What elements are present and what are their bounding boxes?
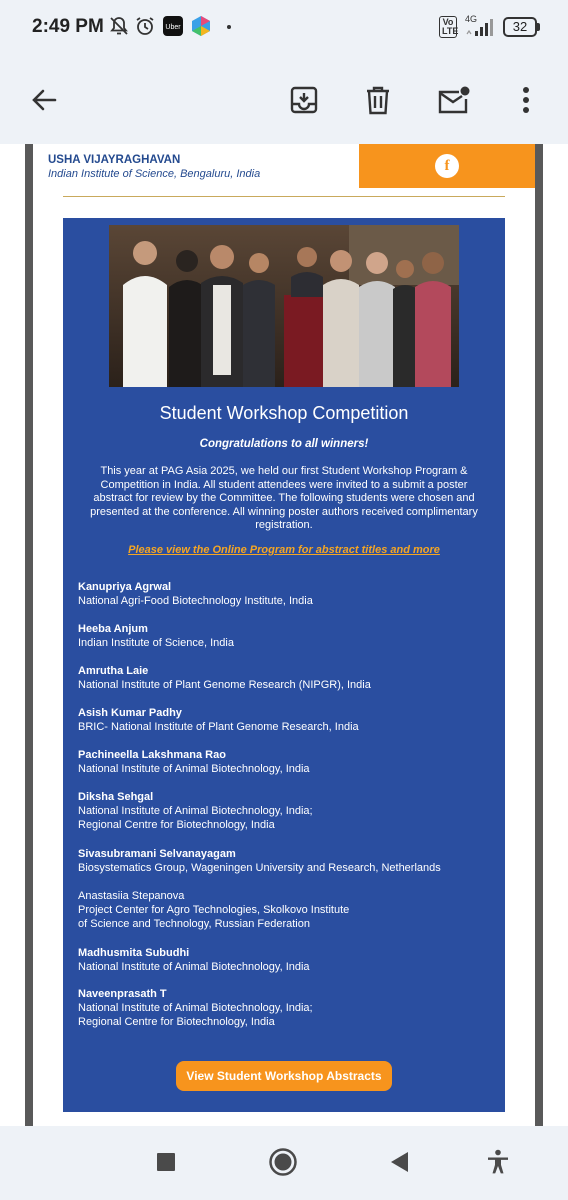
winner-item bbox=[78, 664, 371, 692]
archive-icon bbox=[288, 84, 320, 116]
status-bar bbox=[0, 0, 568, 56]
divider bbox=[63, 196, 505, 197]
back-nav-button[interactable] bbox=[381, 1144, 417, 1180]
winner-item bbox=[78, 706, 359, 734]
back-triangle-icon bbox=[388, 1150, 410, 1174]
winner-name: Madhusmita Subudhi bbox=[78, 947, 190, 959]
dot-icon bbox=[226, 15, 232, 37]
back-button[interactable] bbox=[20, 76, 68, 124]
recents-button[interactable] bbox=[148, 1144, 184, 1180]
frame-border-right bbox=[535, 144, 543, 1126]
battery-icon bbox=[503, 17, 540, 37]
mute-bell-icon bbox=[108, 15, 130, 37]
speaker-name: USHA VIJAYRAGHAVAN bbox=[48, 154, 181, 166]
panel-title: Student Workshop Competition bbox=[159, 403, 409, 423]
system-nav-bar bbox=[0, 1126, 568, 1200]
mark-unread-button[interactable] bbox=[430, 76, 478, 124]
winner-affiliation: Biosystematics Group, Wageningen University and Research, Netherlands bbox=[78, 862, 441, 874]
winner-affiliation: National Institute of Animal Biotechnology, India bbox=[78, 961, 310, 973]
winner-name: Heeba Anjum bbox=[78, 623, 148, 635]
winner-name: Sivasubramani Selvanayagam bbox=[78, 848, 236, 860]
online-program-link[interactable]: Please view the Online Program for abstract titles and more bbox=[128, 544, 440, 556]
facebook-icon[interactable]: f bbox=[435, 154, 459, 178]
recents-square-icon bbox=[156, 1152, 176, 1172]
colorful-app-icon bbox=[190, 15, 212, 37]
winner-affiliation: National Institute of Plant Genome Research (NIPGR), India bbox=[78, 679, 371, 691]
accessibility-icon bbox=[486, 1149, 510, 1175]
winner-affiliation: Indian Institute of Science, India bbox=[78, 637, 234, 649]
winner-item bbox=[78, 790, 313, 832]
svg-text:Uber: Uber bbox=[165, 24, 181, 31]
winner-affiliation: National Institute of Animal Biotechnology, India; bbox=[78, 1002, 313, 1014]
winner-affiliation-2: Regional Centre for Biotechnology, India bbox=[78, 1016, 275, 1028]
accessibility-button[interactable] bbox=[480, 1144, 516, 1180]
winner-item bbox=[78, 580, 313, 608]
winner-affiliation: National Agri-Food Biotechnology Institute, India bbox=[78, 595, 313, 607]
winner-name: Kanupriya Agrwal bbox=[78, 581, 172, 593]
email-toolbar bbox=[0, 56, 568, 144]
email-body[interactable] bbox=[0, 144, 568, 1126]
winner-affiliation: BRIC- National Institute of Plant Genome Research, India bbox=[78, 721, 359, 733]
panel-body-text: This year at PAG Asia 2025, we held our first Student Workshop Program & Competition in India. All student attendees were invited to a submit a poster abstract for review by the Committee. The following students were chosen and presented at the conference. All winning poster authors received complimentary registration. bbox=[90, 465, 478, 531]
battery-level: 32 bbox=[503, 17, 537, 37]
winner-name: Anastasiia Stepanova bbox=[78, 890, 185, 902]
mark-unread-icon bbox=[437, 84, 471, 116]
winner-name: Naveenprasath T bbox=[78, 988, 167, 1000]
home-circle-icon bbox=[268, 1147, 298, 1177]
uber-app-icon bbox=[162, 15, 184, 37]
network-type: 4G bbox=[465, 14, 478, 24]
winner-affiliation: National Institute of Animal Biotechnology, India; bbox=[78, 805, 313, 817]
winner-affiliation-2: of Science and Technology, Russian Federation bbox=[78, 918, 310, 930]
winner-item bbox=[78, 946, 310, 974]
winner-name: Diksha Sehgal bbox=[78, 791, 154, 803]
signal-icon bbox=[465, 16, 495, 38]
winner-affiliation-2: Regional Centre for Biotechnology, India bbox=[78, 819, 275, 831]
winner-item bbox=[78, 748, 310, 776]
status-time: 2:49 PM bbox=[32, 16, 104, 37]
winner-affiliation: National Institute of Animal Biotechnology, India bbox=[78, 763, 310, 775]
panel-subtitle: Congratulations to all winners! bbox=[199, 438, 369, 450]
home-button[interactable] bbox=[265, 1144, 301, 1180]
winner-name: Asish Kumar Padhy bbox=[78, 707, 182, 719]
winner-item bbox=[78, 847, 441, 875]
delete-button[interactable] bbox=[354, 76, 402, 124]
speaker-affiliation: Indian Institute of Science, Bengaluru, India bbox=[48, 168, 261, 180]
winner-name: Pachineella Lakshmana Rao bbox=[78, 749, 226, 761]
more-options-button[interactable] bbox=[502, 76, 550, 124]
back-arrow-icon bbox=[29, 85, 59, 115]
frame-border-left bbox=[25, 144, 33, 1126]
delete-icon bbox=[362, 84, 394, 116]
view-abstracts-button[interactable]: View Student Workshop Abstracts bbox=[176, 1061, 392, 1091]
volte-badge: Vo LTE bbox=[439, 16, 457, 38]
social-links-box bbox=[359, 144, 535, 188]
winner-item bbox=[78, 987, 313, 1029]
winner-item bbox=[78, 622, 234, 650]
group-photo bbox=[109, 225, 459, 387]
alarm-icon bbox=[134, 15, 156, 37]
more-vert-icon bbox=[521, 85, 531, 115]
winner-name: Amrutha Laie bbox=[78, 665, 149, 677]
student-workshop-panel bbox=[63, 218, 505, 1112]
archive-button[interactable] bbox=[280, 76, 328, 124]
winner-affiliation: Project Center for Agro Technologies, Skolkovo Institute bbox=[78, 904, 350, 916]
winner-item bbox=[78, 889, 349, 931]
